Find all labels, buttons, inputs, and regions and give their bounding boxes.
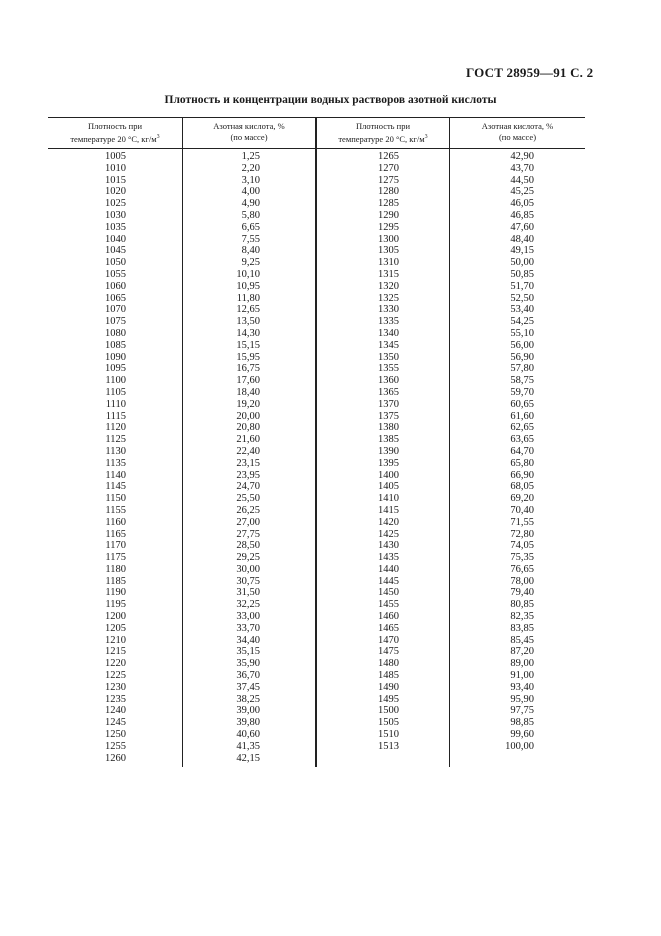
table-cell: 71,55 (510, 516, 534, 528)
table-cell: 56,90 (510, 351, 534, 363)
table-cell: 1060 (105, 280, 126, 292)
table-cell: 74,05 (510, 540, 534, 552)
table-cell: 1010 (105, 162, 126, 174)
table-cell: 1070 (105, 304, 126, 316)
table-cell: 1190 (105, 587, 126, 599)
table-cell: 1513 (378, 740, 399, 752)
table-cell: 1085 (105, 339, 126, 351)
header-density-line1: Плотность при (355, 121, 411, 131)
table-cell: 32,25 (236, 599, 260, 611)
table-cell: 1250 (105, 729, 126, 741)
table-cell: 70,40 (510, 504, 534, 516)
table-cell: 60,65 (510, 398, 534, 410)
table-cell: 10,95 (236, 280, 260, 292)
table-cell: 85,45 (510, 634, 534, 646)
table-cell: 23,15 (236, 457, 260, 469)
table-cell: 30,00 (236, 563, 260, 575)
table-cell: 1115 (105, 410, 126, 422)
table-cell: 1275 (378, 174, 399, 186)
table-cell: 1160 (105, 516, 126, 528)
right-density-column (371, 151, 399, 753)
table-cell: 10,10 (236, 268, 260, 280)
table-cell: 1090 (105, 351, 126, 363)
table-cell: 1195 (105, 599, 126, 611)
header-density-left (48, 121, 182, 145)
table-cell: 14,30 (236, 327, 260, 339)
table-title: Плотность и концентрации водных растворов азотной кислоты (164, 94, 497, 106)
table-cell: 1110 (105, 398, 126, 410)
table-cell: 25,50 (236, 493, 260, 505)
table-cell: 17,60 (236, 375, 260, 387)
table-cell: 46,85 (510, 209, 534, 221)
table-cell: 1490 (378, 681, 399, 693)
table-cell: 1435 (378, 552, 399, 564)
table-cell: 1495 (378, 693, 399, 705)
table-cell: 75,35 (510, 552, 534, 564)
table-cell: 11,80 (236, 292, 260, 304)
table-cell: 47,60 (510, 221, 534, 233)
table-cell: 93,40 (510, 681, 534, 693)
header-density-unit: температуре 20 °С, кг/м (338, 133, 425, 144)
table-cell: 1510 (378, 729, 399, 741)
table-cell: 1155 (105, 504, 126, 516)
table-cell: 1225 (105, 670, 126, 682)
table-cell: 1305 (378, 245, 399, 257)
table-cell: 15,95 (236, 351, 260, 363)
right-acid-column (502, 151, 534, 753)
table-cell: 1040 (105, 233, 126, 245)
table-cell: 30,75 (236, 575, 260, 587)
table-cell: 31,50 (236, 587, 260, 599)
table-cell: 56,00 (510, 339, 534, 351)
table-cell: 55,10 (510, 327, 534, 339)
table-cell: 1105 (105, 386, 126, 398)
table-cell: 1470 (378, 634, 399, 646)
table-cell: 1120 (105, 422, 126, 434)
table-cell: 1170 (105, 540, 126, 552)
table-cell: 1210 (105, 634, 126, 646)
table-cell: 1025 (105, 198, 126, 210)
header-acid-line1: Азотная кислота, % (213, 121, 285, 131)
table-cell: 1325 (378, 292, 399, 304)
table-cell: 42,90 (510, 151, 534, 162)
table-cell: 95,90 (510, 693, 534, 705)
table-cell: 78,00 (510, 575, 534, 587)
table-cell: 36,70 (236, 670, 260, 682)
table-cell: 57,80 (510, 363, 534, 375)
table-cell: 9,25 (241, 257, 260, 269)
table-cell: 49,15 (510, 245, 534, 257)
center-divider (315, 117, 317, 767)
table-cell: 1300 (378, 233, 399, 245)
table-cell: 6,65 (241, 221, 260, 233)
table-cell: 1460 (378, 611, 399, 623)
table-cell: 1475 (378, 646, 399, 658)
table-cell: 20,00 (236, 410, 260, 422)
table-cell: 79,40 (510, 587, 534, 599)
table-cell: 1390 (378, 445, 399, 457)
table-cell: 2,20 (241, 162, 260, 174)
table-cell: 27,75 (236, 528, 260, 540)
table-cell: 1355 (378, 363, 399, 375)
table-cell: 1485 (378, 670, 399, 682)
table-cell: 1400 (378, 469, 399, 481)
table-cell: 44,50 (510, 174, 534, 186)
table-cell: 1015 (105, 174, 126, 186)
table-cell: 89,00 (510, 658, 534, 670)
table-cell: 1100 (105, 375, 126, 387)
table-cell: 26,25 (236, 504, 260, 516)
header-acid-right (450, 121, 585, 143)
table-cell: 50,85 (510, 268, 534, 280)
table-cell: 1270 (378, 162, 399, 174)
table-cell: 1240 (105, 705, 126, 717)
table-cell: 1370 (378, 398, 399, 410)
table-cell: 1180 (105, 563, 126, 575)
table-cell: 1215 (105, 646, 126, 658)
table-cell: 38,25 (236, 693, 260, 705)
table-cell: 1340 (378, 327, 399, 339)
table-cell: 27,00 (236, 516, 260, 528)
table-cell: 1230 (105, 681, 126, 693)
table-cell: 40,60 (236, 729, 260, 741)
table-cell: 1125 (105, 434, 126, 446)
table-cell: 1075 (105, 316, 126, 328)
left-acid-column (228, 151, 260, 764)
table-cell: 1500 (378, 705, 399, 717)
table-cell: 33,70 (236, 622, 260, 634)
table-cell: 1050 (105, 257, 126, 269)
table-cell: 53,40 (510, 304, 534, 316)
table-cell: 68,05 (510, 481, 534, 493)
table-cell: 1380 (378, 422, 399, 434)
table-cell: 1255 (105, 740, 126, 752)
table-cell: 59,70 (510, 386, 534, 398)
table-cell: 42,15 (236, 752, 260, 764)
table-cell: 99,60 (510, 729, 534, 741)
table-cell: 1045 (105, 245, 126, 257)
table-cell: 97,75 (510, 705, 534, 717)
header-density-sup: 3 (156, 134, 160, 140)
table-cell: 58,75 (510, 375, 534, 387)
table-cell: 1280 (378, 186, 399, 198)
table-cell: 87,20 (510, 646, 534, 658)
table-cell: 34,40 (236, 634, 260, 646)
table-cell: 1175 (105, 552, 126, 564)
table-cell: 23,95 (236, 469, 260, 481)
table-cell: 13,50 (236, 316, 260, 328)
table-cell: 66,90 (510, 469, 534, 481)
table-cell: 1165 (105, 528, 126, 540)
header-density-line2 (48, 132, 182, 145)
table-cell: 100,00 (505, 740, 534, 752)
table-cell: 1345 (378, 339, 399, 351)
table-cell: 33,00 (236, 611, 260, 623)
header-density-unit: температуре 20 °С, кг/м (70, 133, 157, 144)
table-cell: 1455 (378, 599, 399, 611)
table-cell: 1335 (378, 316, 399, 328)
table-cell: 1150 (105, 493, 126, 505)
table-cell: 48,40 (510, 233, 534, 245)
table-cell: 16,75 (236, 363, 260, 375)
table-cell: 1145 (105, 481, 126, 493)
table-cell: 1330 (378, 304, 399, 316)
table-cell: 1260 (105, 752, 126, 764)
header-density-line2 (317, 132, 449, 145)
table-cell: 1005 (105, 151, 126, 162)
page-header: ГОСТ 28959—91 С. 2 (466, 65, 594, 80)
table-cell: 51,70 (510, 280, 534, 292)
table-cell: 1385 (378, 434, 399, 446)
column-divider-1 (182, 117, 183, 767)
table-cell: 1065 (105, 292, 126, 304)
table-cell: 19,20 (236, 398, 260, 410)
table-cell: 18,40 (236, 386, 260, 398)
table-cell: 1480 (378, 658, 399, 670)
table-cell: 1080 (105, 327, 126, 339)
table-cell: 39,00 (236, 705, 260, 717)
left-density-column (98, 151, 126, 764)
table-cell: 12,65 (236, 304, 260, 316)
table-cell: 1020 (105, 186, 126, 198)
table-cell: 43,70 (510, 162, 534, 174)
table-cell: 1315 (378, 268, 399, 280)
table-cell: 1220 (105, 658, 126, 670)
table-cell: 7,55 (241, 233, 260, 245)
table-cell: 29,25 (236, 552, 260, 564)
table-cell: 4,00 (241, 186, 260, 198)
header-acid-line2: (по массе) (498, 132, 537, 142)
table-cell: 1200 (105, 611, 126, 623)
table-cell: 1415 (378, 504, 399, 516)
table-cell: 1295 (378, 221, 399, 233)
table-cell: 1185 (105, 575, 126, 587)
table-cell: 1055 (105, 268, 126, 280)
table-cell: 1310 (378, 257, 399, 269)
table-cell: 52,50 (510, 292, 534, 304)
table-cell: 1320 (378, 280, 399, 292)
header-acid-line2: (по массе) (230, 132, 268, 142)
table-cell: 1505 (378, 717, 399, 729)
table-cell: 5,80 (241, 209, 260, 221)
table-cell: 1350 (378, 351, 399, 363)
table-cell: 24,70 (236, 481, 260, 493)
header-acid-left (183, 121, 315, 143)
table-cell: 28,50 (236, 540, 260, 552)
table-cell: 98,85 (510, 717, 534, 729)
table-cell: 1405 (378, 481, 399, 493)
table-cell: 80,85 (510, 599, 534, 611)
column-divider-3 (449, 117, 450, 767)
table-cell: 37,45 (236, 681, 260, 693)
table-cell: 62,65 (510, 422, 534, 434)
table-cell: 46,05 (510, 198, 534, 210)
table-cell: 1430 (378, 540, 399, 552)
table-cell: 63,65 (510, 434, 534, 446)
table-cell: 35,90 (236, 658, 260, 670)
table-cell: 64,70 (510, 445, 534, 457)
table-cell: 1375 (378, 410, 399, 422)
header-acid-line1: Азотная кислота, % (481, 121, 554, 131)
table-cell: 1360 (378, 375, 399, 387)
table-cell: 1140 (105, 469, 126, 481)
table-cell: 1,25 (241, 151, 260, 162)
table-cell: 1030 (105, 209, 126, 221)
table-cell: 4,90 (241, 198, 260, 210)
table-cell: 1425 (378, 528, 399, 540)
table-cell: 72,80 (510, 528, 534, 540)
table-cell: 1465 (378, 622, 399, 634)
table-cell: 3,10 (241, 174, 260, 186)
table-cell: 1130 (105, 445, 126, 457)
table-cell: 82,35 (510, 611, 534, 623)
table-cell: 35,15 (236, 646, 260, 658)
table-cell: 83,85 (510, 622, 534, 634)
table-cell: 41,35 (236, 740, 260, 752)
header-density-line1: Плотность при (87, 121, 143, 131)
table-cell: 1450 (378, 587, 399, 599)
table-cell: 50,00 (510, 257, 534, 269)
table-cell: 69,20 (510, 493, 534, 505)
table-cell: 15,15 (236, 339, 260, 351)
table-cell: 1285 (378, 198, 399, 210)
table-cell: 1420 (378, 516, 399, 528)
table-cell: 20,80 (236, 422, 260, 434)
table-cell: 1095 (105, 363, 126, 375)
table-cell: 1135 (105, 457, 126, 469)
table-cell: 1440 (378, 563, 399, 575)
table-cell: 39,80 (236, 717, 260, 729)
table-cell: 76,65 (510, 563, 534, 575)
header-density-sup: 3 (424, 134, 428, 140)
table-cell: 1290 (378, 209, 399, 221)
table-cell: 1245 (105, 717, 126, 729)
table-cell: 65,80 (510, 457, 534, 469)
table-cell: 1265 (378, 151, 399, 162)
header-density-right (317, 121, 449, 145)
table-cell: 1410 (378, 493, 399, 505)
table-cell: 54,25 (510, 316, 534, 328)
table-cell: 1035 (105, 221, 126, 233)
table-cell: 91,00 (510, 670, 534, 682)
table-cell: 1395 (378, 457, 399, 469)
table-cell: 22,40 (236, 445, 260, 457)
table-cell: 1445 (378, 575, 399, 587)
table-cell: 1365 (378, 386, 399, 398)
table-cell: 1205 (105, 622, 126, 634)
table-cell: 61,60 (510, 410, 534, 422)
table-cell: 1235 (105, 693, 126, 705)
table-cell: 21,60 (236, 434, 260, 446)
table-cell: 8,40 (241, 245, 260, 257)
table-cell: 45,25 (510, 186, 534, 198)
